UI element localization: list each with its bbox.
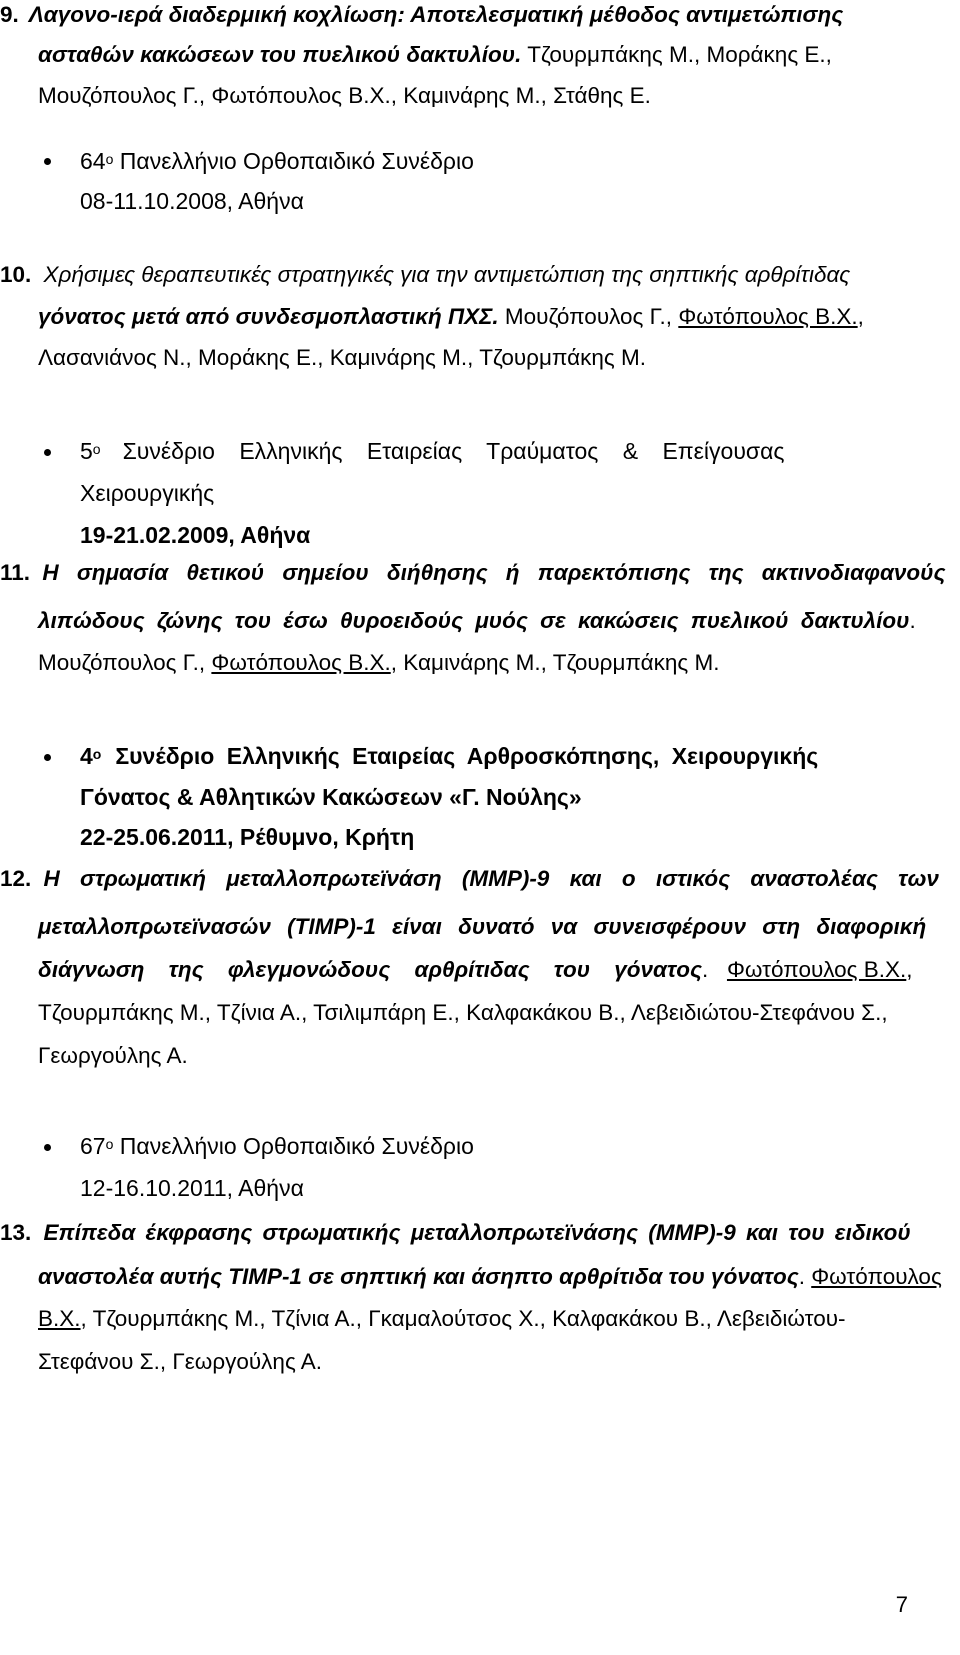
item-9-title-line-1 <box>0 0 930 30</box>
conference-name: Χειρουργικής <box>80 480 215 506</box>
conference-number: 4 <box>80 743 93 769</box>
conference-name: Συνέδριο Ελληνικής Εταιρείας Αρθροσκόπησης, Χειρουργικής <box>115 743 819 769</box>
item-number: 13. <box>0 1220 32 1245</box>
conference-64-name <box>80 146 930 176</box>
conference-5-date <box>80 520 930 550</box>
page-number: 7 <box>895 1592 908 1617</box>
authors-text: Μουζόπουλος Γ., Φωτόπουλος Β.Χ., Καμινάρης Μ., Στάθης Ε. <box>38 83 651 108</box>
conference-4-name-line-2 <box>80 782 930 812</box>
conference-number: 64 <box>80 148 106 174</box>
conference-4-date <box>80 822 930 852</box>
item-13-title-line-2: αναστολέα αυτής TIMP-1 σε σηπτική και άσηπτο αρθρίτιδα του γόνατος. Φωτόπουλος <box>38 1264 942 1289</box>
punctuation: . <box>909 608 916 633</box>
item-10-authors <box>38 343 930 373</box>
underlined-author: Φωτόπουλος Β.Χ. <box>726 957 907 982</box>
authors-text: , Τζουρμπάκης Μ., Τζίνια Α., Γκαμαλούτσος Χ., Καλφακάκου Β., Λεβειδιώτου- <box>80 1306 846 1331</box>
conference-67-name <box>80 1131 930 1161</box>
title-text: Η σημασία θετικού σημείου διήθησης ή παρεκτόπισης της ακτινοδιαφανούς <box>42 560 946 585</box>
item-12-title-line-2 <box>38 912 930 942</box>
item-10-title-line-2 <box>38 302 930 332</box>
title-text: Η στρωματική μεταλλοπρωτεϊνάση (MMP)-9 και ο ιστικός αναστολέας των <box>43 866 939 891</box>
item-12-title-line-3: διάγνωση της φλεγμονώδους αρθρίτιδας του γόνατος. Φωτόπουλος Β.Χ., <box>38 957 913 982</box>
authors-text: Γεωργούλης Α. <box>38 1043 188 1068</box>
authors-text: , <box>857 304 864 329</box>
conference-date: 22-25.06.2011, Ρέθυμνο, Κρήτη <box>80 824 415 850</box>
item-9-authors <box>38 81 930 111</box>
underlined-author: Φωτόπουλος <box>811 1264 942 1289</box>
item-12-authors-line-1 <box>38 998 930 1028</box>
conference-name: Πανελλήνιο Ορθοπαιδικό Συνέδριο <box>113 1133 474 1159</box>
title-text: Λαγονο-ιερά διαδερμική κοχλίωση: Αποτελεσματική μέθοδος αντιμετώπισης <box>28 2 844 27</box>
title-text: ασταθών κακώσεων του πυελικού δακτυλίου. <box>38 42 522 67</box>
title-text: Επίπεδα έκφρασης στρωματικής μεταλλοπρωτεϊνάσης (MMP)-9 και του ειδικού <box>43 1220 911 1245</box>
item-13-authors-line-1 <box>38 1304 930 1334</box>
conference-64-date <box>80 186 930 216</box>
conference-name: Συνέδριο Ελληνικής Εταιρείας Τραύματος & Επείγουσας <box>122 438 785 464</box>
ordinal-sup: ο <box>105 1136 114 1152</box>
authors-text: , <box>906 957 913 982</box>
authors-text: Μουζόπουλος Γ., <box>498 304 679 329</box>
conference-name: Πανελλήνιο Ορθοπαιδικό Συνέδριο <box>113 148 474 174</box>
item-11-title-line-1 <box>0 558 946 588</box>
item-9-title-line-2 <box>38 40 930 70</box>
item-9-title-line-1-text <box>29 0 930 30</box>
item-number: 10. <box>0 262 32 287</box>
item-11-authors <box>38 648 930 678</box>
authors-text: Λασανιάνος Ν., Μοράκης Ε., Καμινάρης Μ., Τζουρμπάκης Μ. <box>38 345 646 370</box>
item-10-title-line-1 <box>0 260 930 290</box>
underlined-author: Β.Χ. <box>38 1306 81 1331</box>
bullet-icon <box>44 158 51 165</box>
conference-date: 08-11.10.2008, Αθήνα <box>80 188 304 214</box>
conference-67-date <box>80 1173 930 1203</box>
title-text: μεταλλοπρωτεϊνασών (TIMP)-1 είναι δυνατό να συνεισφέρουν στη διαφορική <box>38 914 927 939</box>
bullet-icon <box>44 1144 51 1151</box>
conference-number: 5 <box>80 438 93 464</box>
item-number: 11. <box>0 560 31 585</box>
authors-text: Τζουρμπάκης Μ., Τζίνια Α., Τσιλιμπάρη Ε., Καλφακάκου Β., Λεβειδιώτου-Στεφάνου Σ., <box>38 1000 888 1025</box>
authors-text: Τζουρμπάκης Μ., Μοράκης Ε., <box>521 42 832 67</box>
ordinal-sup: ο <box>92 441 101 457</box>
item-13-authors-line-2 <box>38 1347 930 1377</box>
conference-date: 12-16.10.2011, Αθήνα <box>80 1175 304 1201</box>
item-12-authors-line-2 <box>38 1041 930 1071</box>
title-text: λιπώδους ζώνης του έσω θυροειδούς μυός σε κακώσεις πυελικού δακτυλίου <box>38 608 910 633</box>
item-number: 9. <box>0 2 19 27</box>
ordinal-sup: ο <box>105 151 114 167</box>
item-13-title-line-1 <box>0 1218 930 1248</box>
title-text: Χρήσιμες θεραπευτικές στρατηγικές για την αντιμετώπιση της σηπτικής αρθρίτιδας <box>43 262 851 287</box>
bullet-icon <box>44 449 51 456</box>
authors-text: , Καμινάρης Μ., Τζουρμπάκης Μ. <box>390 650 720 675</box>
underlined-author: Φωτόπουλος Β.Χ. <box>211 650 391 675</box>
conference-name: Γόνατος & Αθλητικών Κακώσεων «Γ. Νούλης» <box>80 784 582 810</box>
conference-4-name-line-1 <box>80 741 930 771</box>
ordinal-sup: ο <box>92 746 102 762</box>
authors-text: Μουζόπουλος Γ., <box>38 650 212 675</box>
bullet-icon <box>44 754 51 761</box>
title-text: γόνατος μετά από συνδεσμοπλαστική ΠΧΣ. <box>38 304 499 329</box>
conference-5-name-line-2 <box>80 478 930 508</box>
conference-number: 67 <box>80 1133 106 1159</box>
item-12-title-line-1 <box>0 864 939 894</box>
underlined-author: Φωτόπουλος Β.Χ. <box>678 304 858 329</box>
title-text: αναστολέα αυτής TIMP-1 σε σηπτική και άσηπτο αρθρίτιδα του γόνατος <box>38 1264 799 1289</box>
item-11-title-line-2 <box>38 606 930 636</box>
authors-text: Στεφάνου Σ., Γεωργούλης Α. <box>38 1349 323 1374</box>
conference-5-name-line-1 <box>80 436 930 466</box>
conference-date: 19-21.02.2009, Αθήνα <box>80 522 311 548</box>
item-number: 12. <box>0 866 32 891</box>
title-text: διάγνωση της φλεγμονώδους αρθρίτιδας του γόνατος <box>38 957 702 982</box>
